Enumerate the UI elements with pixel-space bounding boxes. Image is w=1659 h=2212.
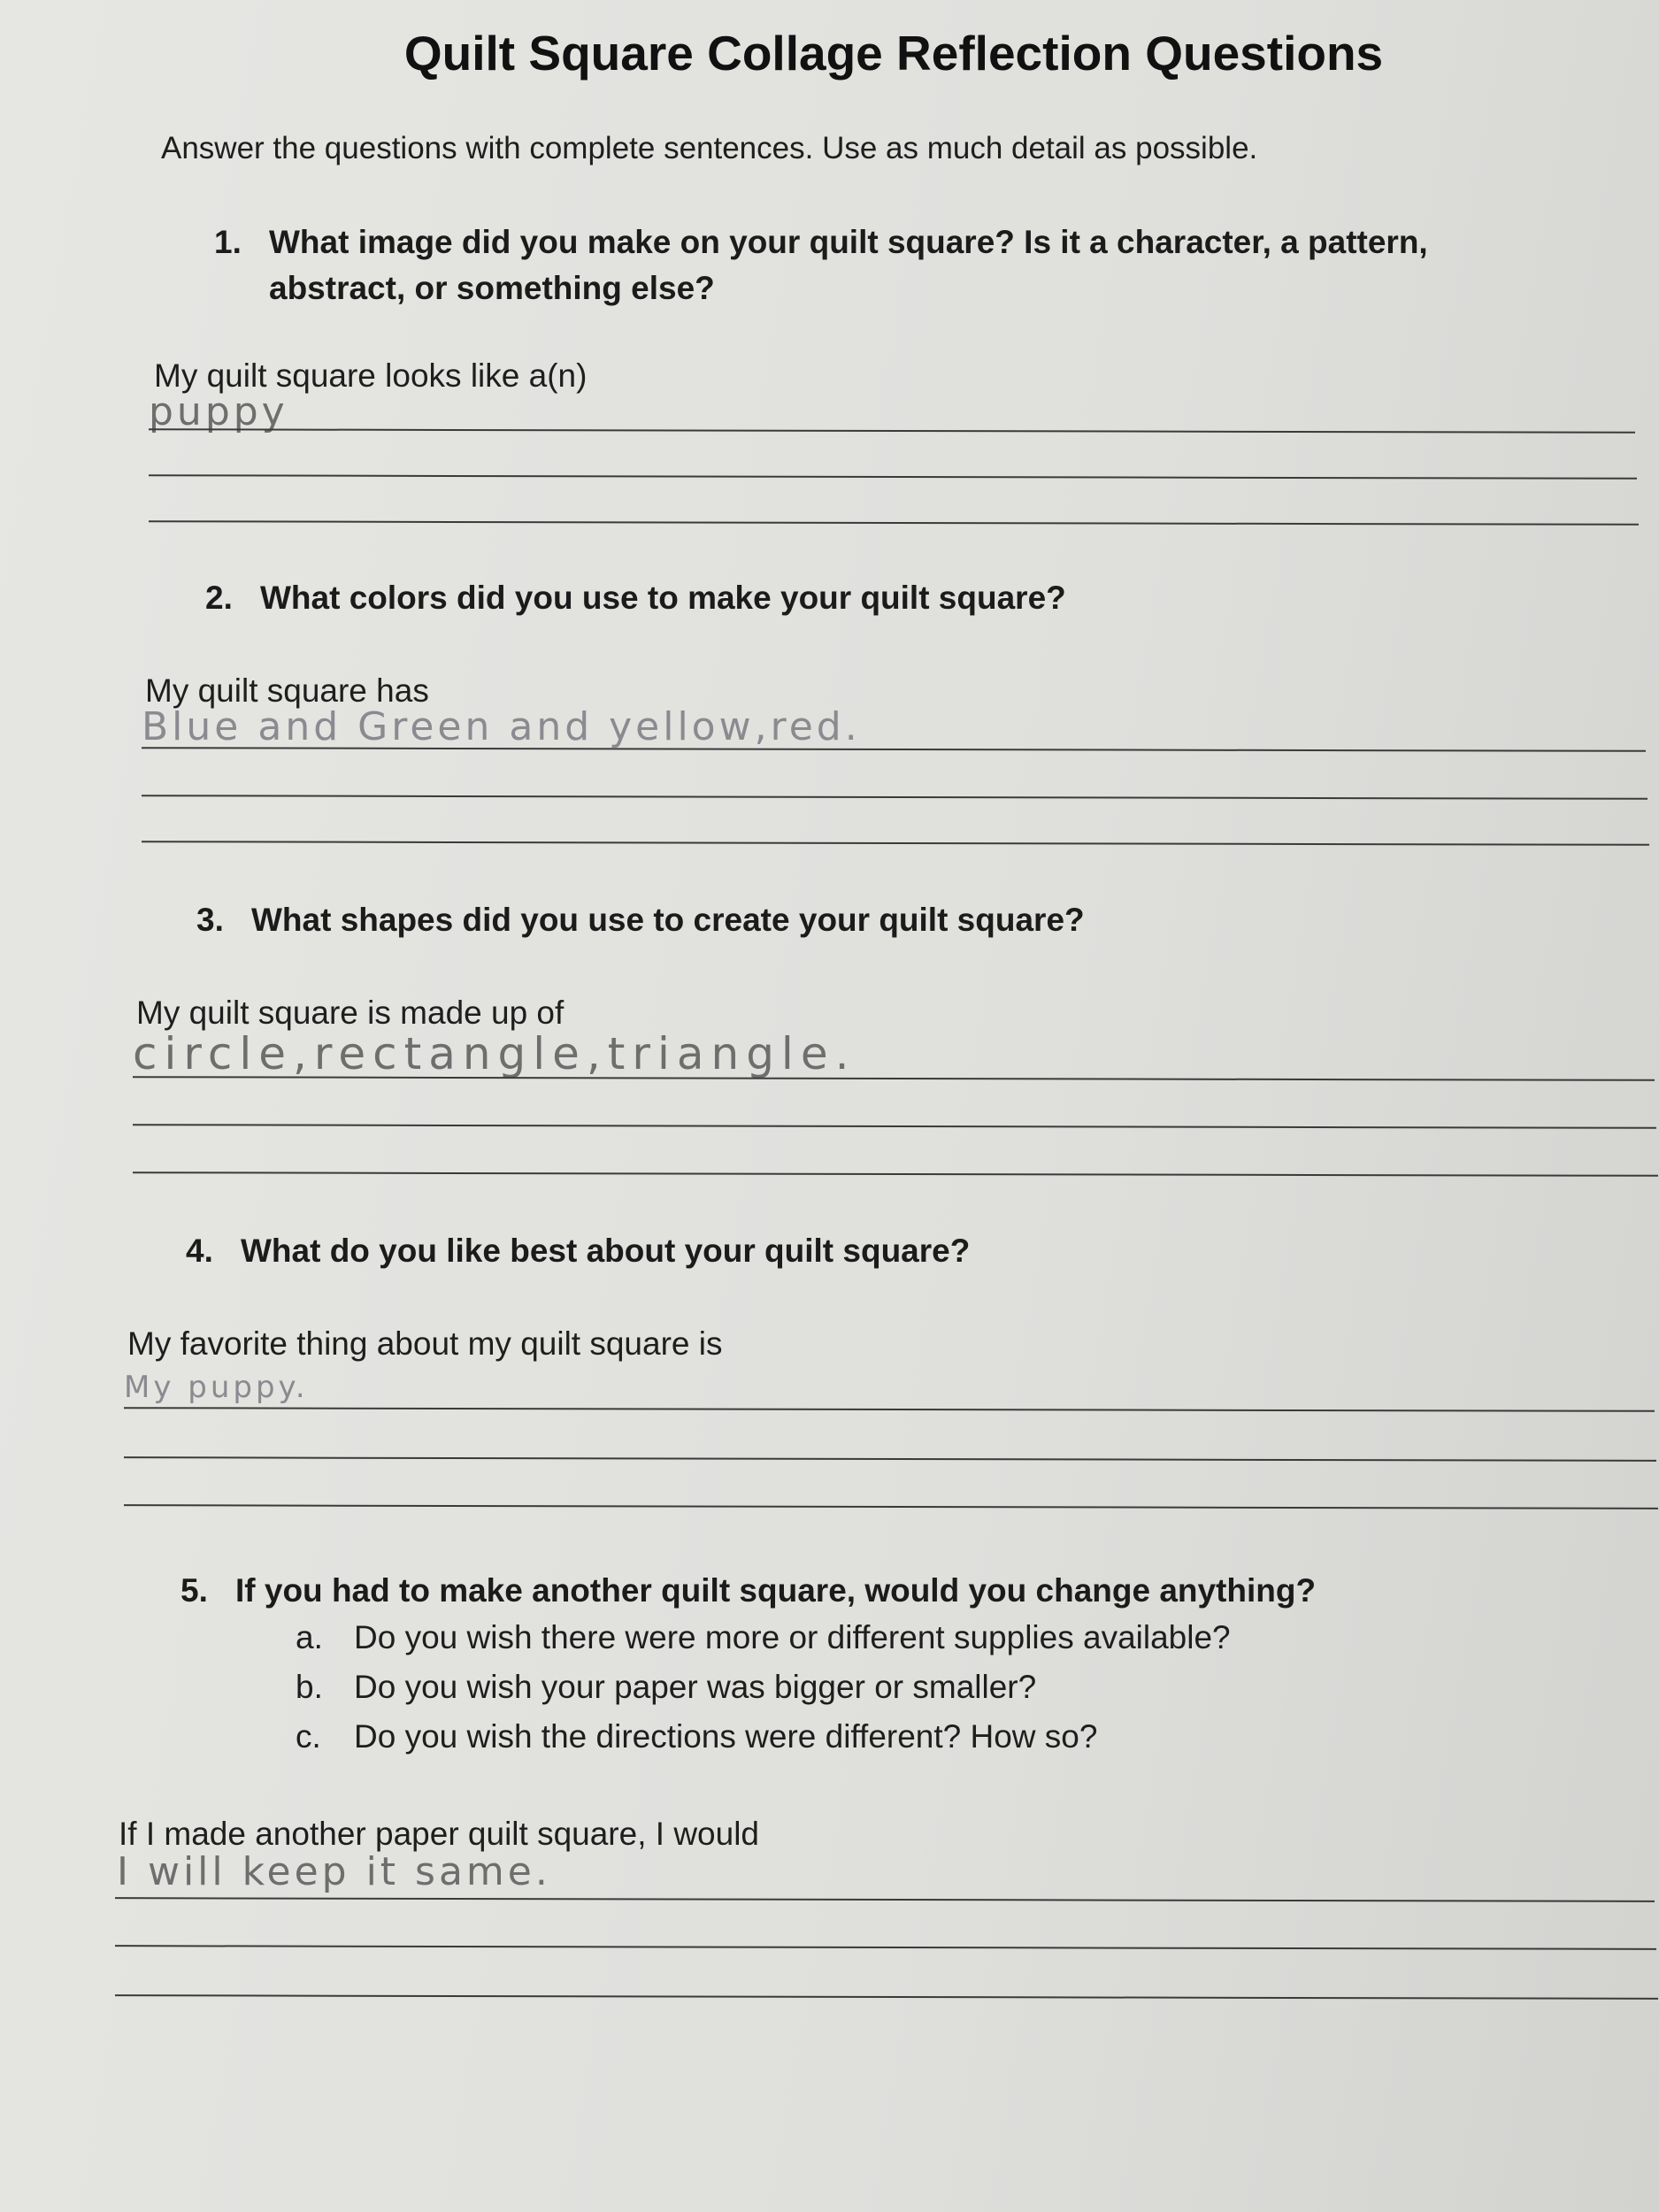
question-number: 3.	[196, 902, 224, 938]
answer-line	[133, 1171, 1658, 1177]
answer-line	[115, 1897, 1655, 1902]
handwritten-answer-5: I will keep it same.	[117, 1849, 551, 1894]
answer-prompt-2: My quilt square has	[145, 672, 429, 709]
question-text: What shapes did you use to create your quilt square?	[251, 902, 1085, 938]
answer-prompt-1: My quilt square looks like a(n)	[154, 357, 588, 394]
question-number: 4.	[186, 1233, 213, 1269]
question-text: What do you like best about your quilt square?	[241, 1233, 971, 1269]
subquestion-text: Do you wish there were more or different supplies available?	[354, 1619, 1231, 1655]
handwritten-answer-3: circle,rectangle,triangle.	[133, 1028, 856, 1079]
question-3	[196, 897, 1085, 943]
question-4	[186, 1228, 970, 1274]
answer-line	[115, 1994, 1658, 2000]
question-number: 5.	[180, 1572, 208, 1609]
answer-line	[124, 1407, 1655, 1412]
subquestion-text: Do you wish your paper was bigger or smaller?	[354, 1669, 1037, 1705]
worksheet-title: Quilt Square Collage Reflection Questions	[403, 26, 1384, 81]
subquestion-b	[296, 1669, 1036, 1706]
answer-line	[142, 747, 1646, 752]
question-5	[180, 1568, 1316, 1614]
answer-line	[142, 841, 1649, 846]
answer-prompt-4: My favorite thing about my quilt square is	[127, 1325, 723, 1362]
handwritten-answer-2: Blue and Green and yellow,red.	[142, 704, 861, 749]
subquestion-a	[296, 1619, 1231, 1656]
answer-line	[149, 474, 1637, 480]
question-text: What image did you make on your quilt square? Is it a character, a pattern, abstract, or something else?	[269, 224, 1428, 306]
instructions: Answer the questions with complete sentences. Use as much detail as possible.	[161, 131, 1258, 165]
question-text: What colors did you use to make your quilt square?	[260, 580, 1066, 616]
subquestion-text: Do you wish the directions were different? How so?	[354, 1718, 1098, 1755]
subquestion-letter: c.	[296, 1718, 321, 1755]
answer-line	[124, 1504, 1658, 1509]
subquestion-c	[296, 1718, 1097, 1755]
question-number: 2.	[205, 580, 233, 616]
answer-line	[142, 795, 1647, 800]
handwritten-answer-1: puppy	[149, 389, 288, 434]
question-number: 1.	[214, 224, 242, 260]
question-1	[214, 219, 1524, 311]
question-text: If you had to make another quilt square, would you change anything?	[235, 1572, 1317, 1609]
answer-prompt-3: My quilt square is made up of	[136, 995, 565, 1031]
answer-line	[124, 1456, 1656, 1462]
subquestion-letter: b.	[296, 1669, 323, 1705]
answer-line	[149, 520, 1639, 526]
answer-line	[149, 428, 1635, 434]
handwritten-answer-4: My puppy.	[124, 1370, 309, 1405]
question-2	[205, 575, 1066, 621]
answer-line	[133, 1124, 1656, 1129]
answer-prompt-5: If I made another paper quilt square, I would	[119, 1816, 759, 1852]
subquestion-letter: a.	[296, 1619, 323, 1655]
answer-line	[115, 1945, 1656, 1950]
